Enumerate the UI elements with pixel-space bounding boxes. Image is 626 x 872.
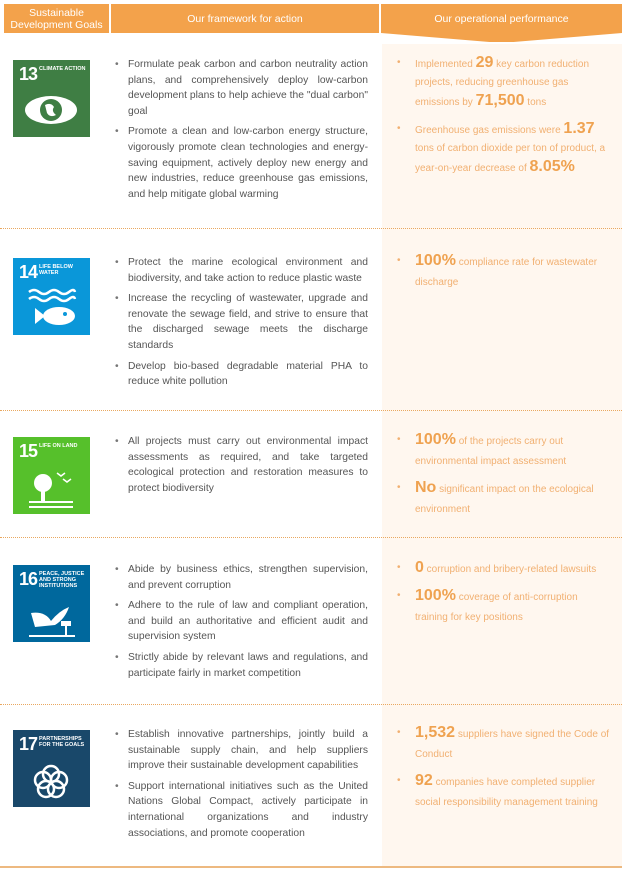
framework-item: • Develop bio-based degradable material PHA to reduce white pollution	[115, 359, 368, 390]
framework-list	[115, 434, 368, 501]
sdg-number: 15	[19, 441, 38, 461]
sdg-16-tile	[13, 565, 90, 642]
framework-list	[115, 562, 368, 686]
metric-value: 100%	[415, 587, 456, 604]
sdg-number: 13	[19, 64, 38, 84]
row-separator	[0, 704, 622, 705]
framework-item: • All projects must carry out environmental impact assessments as required, and take targeted ecological protection and restoration measures to protect biodiversity	[115, 434, 368, 496]
sdg-17-tile	[13, 730, 90, 807]
sdg-number: 17	[19, 734, 38, 754]
sdg-label: PEACE, JUSTICE AND STRONG INSTITUTIONS	[39, 571, 85, 589]
row-separator	[0, 537, 622, 538]
row-separator	[0, 410, 622, 411]
framework-item: • Establish innovative partnerships, jointly build a sustainable supply chain, and help suppliers improve their sustainable development capabilities	[115, 727, 368, 774]
header-framework: Our framework for action	[111, 4, 379, 33]
metric-value: 1,532	[415, 724, 456, 741]
sdg-label: PARTNERSHIPS FOR THE GOALS	[39, 736, 85, 748]
sdg-number: 16	[19, 569, 38, 589]
performance-item: • Greenhouse gas emissions were 1.37 tons of carbon dioxide per ton of product, a year-on-year decrease of 8.05%	[397, 120, 612, 178]
performance-list	[397, 252, 612, 300]
sdg-15-tile	[13, 437, 90, 514]
header-performance: Our operational performance	[381, 4, 622, 33]
metric-value: 8.05%	[529, 158, 575, 175]
framework-list	[115, 255, 368, 395]
row-separator	[0, 228, 622, 229]
framework-item: • Increase the recycling of wastewater, upgrade and renovate the sewage field, and strive to ensure that the discharged sewage meets the discharge standards	[115, 291, 368, 353]
framework-item: • Promote a clean and low-carbon energy structure, vigorously promote clean technologies and energy-saving equipment, actively deploy new energy and new industries, reduce greenhouse gas emissions, and help mitigate global warming	[115, 124, 368, 202]
sdg-13-tile	[13, 60, 90, 137]
performance-item: • 100% of the projects carry out environmental impact assessment	[397, 431, 612, 471]
sdg-label: LIFE BELOW WATER	[39, 264, 73, 276]
bottom-rule	[0, 866, 622, 868]
performance-item: • 0 corruption and bribery-related lawsuits	[397, 559, 612, 579]
metric-value: 92	[415, 772, 433, 789]
performance-list	[397, 54, 612, 186]
framework-list	[115, 727, 368, 846]
framework-item: • Abide by business ethics, strengthen supervision, and prevent corruption	[115, 562, 368, 593]
framework-list	[115, 57, 368, 207]
framework-item: • Support international initiatives such as the United Nations Global Compact, actively participate in international organizations and industry associations, and promote cooperation	[115, 779, 368, 841]
metric-value: No	[415, 479, 437, 496]
header-arrow	[381, 33, 622, 42]
performance-list	[397, 724, 612, 820]
sdg-number: 14	[19, 262, 38, 282]
performance-item: • 100% compliance rate for wastewater discharge	[397, 252, 612, 292]
performance-list	[397, 431, 612, 527]
framework-item: • Formulate peak carbon and carbon neutrality action plans, and comprehensively deploy low-carbon development plans to help achieve the "dual carbon" goal	[115, 57, 368, 119]
metric-value: 0	[415, 559, 424, 576]
metric-value: 100%	[415, 431, 456, 448]
metric-value: 1.37	[563, 120, 595, 137]
metric-value: 29	[475, 54, 494, 71]
performance-list	[397, 559, 612, 635]
sdg-label: CLIMATE ACTION	[39, 66, 86, 72]
performance-item: • 100% coverage of anti-corruption training for key positions	[397, 587, 612, 627]
performance-item: • Implemented 29 key carbon reduction projects, reducing greenhouse gas emissions by 71,500 tons	[397, 54, 612, 112]
sdg-label: LIFE ON LAND	[39, 443, 78, 449]
performance-item: • No significant impact on the ecological environment	[397, 479, 612, 519]
performance-item: • 92 companies have completed supplier social responsibility management training	[397, 772, 612, 812]
metric-value: 100%	[415, 252, 456, 269]
performance-item: • 1,532 suppliers have signed the Code of Conduct	[397, 724, 612, 764]
framework-item: • Adhere to the rule of law and compliant operation, and build an authoritative and efficient audit and supervision system	[115, 598, 368, 645]
metric-value: 71,500	[475, 92, 525, 109]
framework-item: • Strictly abide by relevant laws and regulations, and participate fairly in market competition	[115, 650, 368, 681]
header-sdg: Sustainable Development Goals	[4, 4, 109, 33]
sdg-14-tile	[13, 258, 90, 335]
framework-item: • Protect the marine ecological environment and biodiversity, and take action to reduce plastic waste	[115, 255, 368, 286]
